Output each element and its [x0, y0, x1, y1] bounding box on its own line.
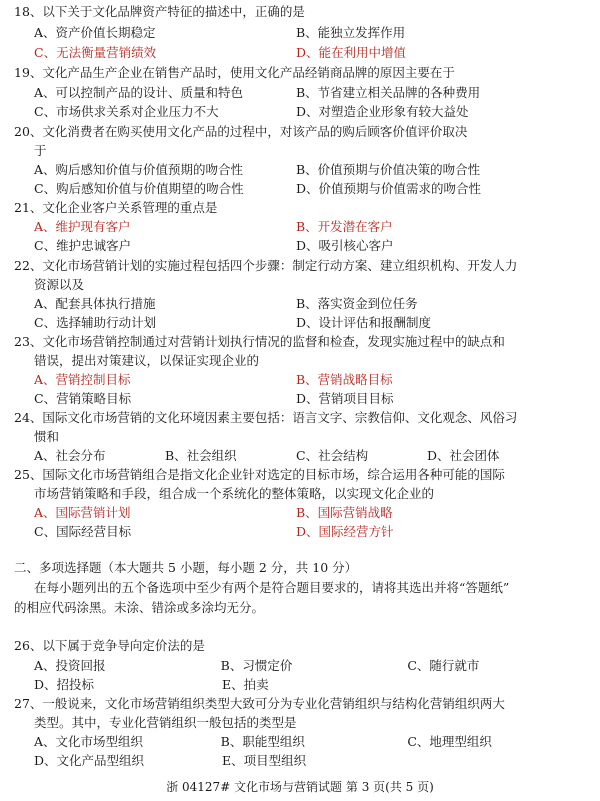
question-21-options-row1	[34, 217, 594, 235]
question-23-stem-cont: 错误，提出对策建议，以保证实现企业的	[34, 353, 260, 368]
option: B、社会组织	[165, 448, 237, 463]
option: D、设计评估和报酬制度	[296, 315, 432, 330]
option: D、能在利用中增值	[296, 45, 407, 60]
option: A、可以控制产品的设计、质量和特色	[34, 85, 244, 100]
question-26-options-row1	[34, 656, 594, 674]
question-27-stem: 27、一般说来，文化市场营销组织类型大致可分为专业化营销组织与结构化营销组织两大	[14, 696, 505, 711]
question-22-stem: 22、文化市场营销计划的实施过程包括四个步骤：制定行动方案、建立组织机构、开发人力	[14, 258, 518, 273]
question-18-stem: 18、以下关于文化品牌资产特征的描述中，正确的是	[14, 4, 305, 19]
question-25-stem-cont: 市场营销策略和手段，组合成一个系统化的整体策略，以实现文化企业的	[34, 486, 435, 501]
option: A、文化市场型组织	[34, 734, 144, 749]
option: C、维护忠诚客户	[34, 238, 132, 253]
option: B、开发潜在客户	[296, 219, 393, 234]
option: C、选择辅助行动计划	[34, 315, 157, 330]
option: A、配套具体执行措施	[34, 296, 156, 311]
option: A、投资回报	[34, 658, 106, 673]
question-18-options-row1	[34, 23, 594, 41]
question-27-options-row1	[34, 732, 594, 750]
option: B、习惯定价	[220, 658, 293, 673]
question-25-options-row1	[34, 503, 594, 521]
question-23-options-row1	[34, 370, 594, 388]
question-26-stem: 26、以下属于竞争导向定价法的是	[14, 638, 205, 653]
question-22-stem-cont: 资源以及	[34, 277, 85, 292]
option: D、价值预期与价值需求的吻合性	[296, 181, 482, 196]
section-instructions: 在每小题列出的五个备选项中至少有两个是符合题目要求的，请将其选出并将“答题纸”	[34, 580, 510, 595]
option: B、节省建立相关品牌的各种费用	[296, 85, 481, 100]
question-26-options-row2	[34, 675, 594, 693]
question-20-stem: 20、文化消费者在购买使用文化产品的过程中，对该产品的购后顾客价值评价取决	[14, 124, 468, 139]
option: D、对塑造企业形象有较大益处	[296, 104, 469, 119]
option: A、社会分布	[34, 448, 106, 463]
option: D、文化产品型组织	[34, 753, 145, 768]
section-heading: 二、多项选择题（本大题共 5 小题，每小题 2 分，共 10 分）	[14, 560, 358, 575]
option: E、拍卖	[222, 677, 269, 692]
option: D、吸引核心客户	[296, 238, 394, 253]
option: C、社会结构	[296, 448, 369, 463]
option: D、社会团体	[427, 448, 500, 463]
question-23-stem: 23、文化市场营销控制通过对营销计划执行情况的监督和检查，发现实施过程中的缺点和	[14, 334, 505, 349]
option: B、落实资金到位任务	[296, 296, 418, 311]
option: B、职能型组织	[220, 734, 305, 749]
option: B、营销战略目标	[296, 372, 393, 387]
question-21-options-row2	[34, 236, 594, 254]
option: E、项目型组织	[222, 753, 307, 768]
question-24-options	[34, 446, 594, 464]
question-25-stem: 25、国际文化市场营销组合是指文化企业针对选定的目标市场，综合运用各种可能的国际	[14, 467, 505, 482]
option: D、营销项目目标	[296, 391, 394, 406]
question-19-options-row2	[34, 102, 594, 120]
question-24-stem: 24、国际文化市场营销的文化环境因素主要包括：语言文字、宗教信仰、文化观念、风俗习	[14, 410, 518, 425]
question-19-stem: 19、文化产品生产企业在销售产品时，使用文化产品经销商品牌的原因主要在于	[14, 65, 455, 80]
option: A、国际营销计划	[34, 505, 131, 520]
question-20-options-row2	[34, 179, 594, 197]
option: D、国际经营方针	[296, 524, 394, 539]
section-instructions-cont: 的相应代码涂黑。未涂、错涂或多涂均无分。	[14, 600, 265, 615]
option: A、购后感知价值与价值预期的吻合性	[34, 162, 244, 177]
option: C、购后感知价值与价值期望的吻合性	[34, 181, 244, 196]
question-19-options-row1	[34, 83, 594, 101]
option: B、国际营销战略	[296, 505, 393, 520]
question-25-options-row2	[34, 522, 594, 540]
question-24-stem-cont: 惯和	[34, 429, 60, 444]
option: B、能独立发挥作用	[296, 25, 406, 40]
option: C、国际经营目标	[34, 524, 132, 539]
option: A、资产价值长期稳定	[34, 25, 156, 40]
question-23-options-row2	[34, 389, 594, 407]
question-18-options-row2	[34, 43, 594, 61]
question-27-options-row2	[34, 751, 594, 769]
page-footer: 浙 04127# 文化市场与营销试题 第 3 页(共 5 页)	[166, 780, 434, 794]
question-21-stem: 21、文化企业客户关系管理的重点是	[14, 200, 218, 215]
question-20-options-row1	[34, 160, 594, 178]
option: C、随行就市	[407, 658, 480, 673]
option: C、地理型组织	[407, 734, 492, 749]
question-22-options-row1	[34, 294, 594, 312]
question-22-options-row2	[34, 313, 594, 331]
option: B、价值预期与价值决策的吻合性	[296, 162, 481, 177]
option: A、维护现有客户	[34, 219, 131, 234]
option: C、市场供求关系对企业压力不大	[34, 104, 219, 119]
option: C、无法衡量营销绩效	[34, 45, 157, 60]
option: D、招投标	[34, 677, 95, 692]
option: C、营销策略目标	[34, 391, 132, 406]
question-27-stem-cont: 类型。其中，专业化营销组织一般包括的类型是	[34, 715, 297, 730]
question-20-stem-cont: 于	[34, 143, 47, 158]
option: A、营销控制目标	[34, 372, 131, 387]
